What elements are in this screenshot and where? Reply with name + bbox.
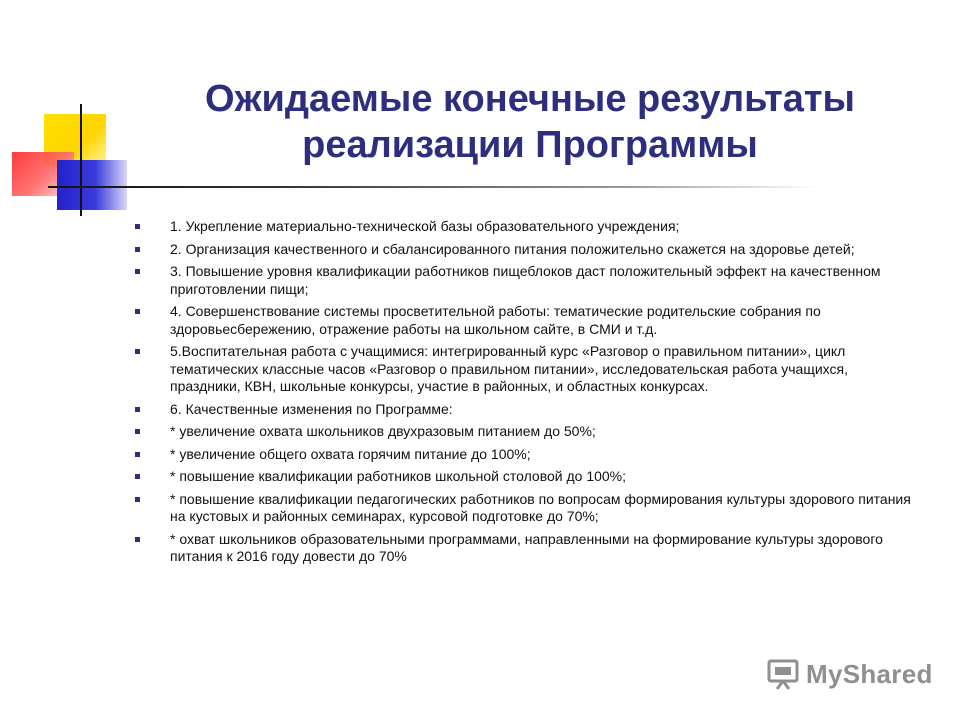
bullet-icon <box>135 537 140 542</box>
decor-blue-square <box>57 160 127 210</box>
list-item: * охват школьников образовательными программами, направленными на формирование культуры здорового питания к 2016 году довести до 70% <box>132 531 922 566</box>
decor-vertical-line <box>80 104 82 216</box>
bullet-icon <box>135 349 140 354</box>
slide-title-line-1: Ожидаемые конечные результаты <box>205 78 855 120</box>
bullet-icon <box>135 452 140 457</box>
results-list <box>132 218 922 571</box>
list-item: 4. Совершенствование системы просветительной работы: тематические родительские собрания по здоровьесбережению, отражение работы на школьном сайте, в СМИ и т.д. <box>132 303 922 338</box>
list-item: 5.Воспитательная работа с учащимися: интегрированный курс «Разговор о правильном питании», цикл тематических классные часов «Разговор о правильном питании», исследовательская работа учащихся, праздники, КВН, школьные конкурсы, участие в районных, и областных конкурсах. <box>132 343 922 396</box>
myshared-watermark[interactable] <box>766 657 933 691</box>
bullet-icon <box>135 429 140 434</box>
list-item: * увеличение общего охвата горячим питание до 100%; <box>132 446 922 464</box>
list-item: 3. Повышение уровня квалификации работников пищеблоков даст положительный эффект на качественном приготовлении пищи; <box>132 263 922 298</box>
list-item: * повышение квалификации работников школьной столовой до 100%; <box>132 468 922 486</box>
list-item: * увеличение охвата школьников двухразовым питанием до 50%; <box>132 423 922 441</box>
list-item: * повышение квалификации педагогических работников по вопросам формирования культуры здорового питания на кустовых и районных семинарах, курсовой подготовке до 70%; <box>132 491 922 526</box>
bullet-icon <box>135 407 140 412</box>
watermark-text: MyShared <box>806 658 933 689</box>
list-item: 2. Организация качественного и сбалансированного питания положительно скажется на здоровье детей; <box>132 241 922 259</box>
bullet-icon <box>135 497 140 502</box>
bullet-icon <box>135 224 140 229</box>
bullet-icon <box>135 309 140 314</box>
slide-title <box>120 76 940 168</box>
bullet-icon <box>135 269 140 274</box>
list-item: 1. Укрепление материально-технической базы образовательного учреждения; <box>132 218 922 236</box>
slide-title-line-2: реализации Программы <box>302 124 758 166</box>
presentation-board-icon <box>766 658 800 690</box>
list-item: 6. Качественные изменения по Программе: <box>132 401 922 419</box>
bullet-icon <box>135 247 140 252</box>
bullet-icon <box>135 474 140 479</box>
title-underline <box>48 186 818 188</box>
